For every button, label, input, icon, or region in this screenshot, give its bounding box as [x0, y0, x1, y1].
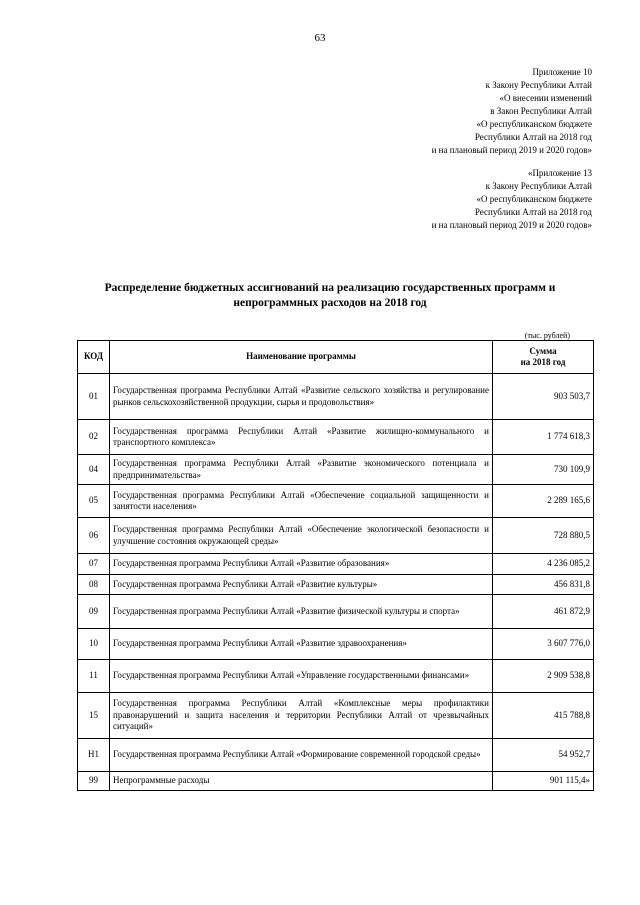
table-row: [78, 485, 594, 518]
row-program-name: Государственная программа Республики Алтай «Развитие культуры»: [110, 575, 493, 595]
header-amount-line-1: Сумма: [529, 345, 557, 356]
appendix-secondary-line: «Приложение 13: [527, 168, 592, 178]
row-amount: 1 774 618,3: [493, 420, 594, 455]
row-amount: 901 115,4»: [493, 772, 594, 791]
row-code: 08: [78, 575, 110, 595]
table-row: [78, 518, 594, 554]
row-program-name: Государственная программа Республики Алтай «Развитие сельского хозяйства и регулирование рынков сельскохозяйственной продукции, сырья и продовольствия»: [110, 374, 493, 420]
appendix-primary-line: Республики Алтай на 2018 год: [474, 132, 592, 142]
table-row: [78, 374, 594, 420]
table-row: [78, 660, 594, 693]
table-header-row: [78, 341, 594, 374]
appendix-primary-line: Приложение 10: [532, 67, 592, 77]
row-code: 04: [78, 455, 110, 485]
appendix-secondary-line: Республики Алтай на 2018 год: [474, 207, 592, 217]
appendix-secondary-line: и на плановый период 2019 и 2020 годов»: [431, 220, 592, 230]
appendix-secondary-line: «О республиканском бюджете: [476, 194, 592, 204]
row-amount: 461 872,9: [493, 595, 594, 629]
row-amount: 3 607 776,0: [493, 629, 594, 660]
header-amount: [493, 341, 594, 374]
row-amount: 2 909 538,8: [493, 660, 594, 693]
row-code: 01: [78, 374, 110, 420]
document-title-line-1: Распределение бюджетных ассигнований на реализацию государственных программ и: [104, 282, 556, 294]
row-program-name: Государственная программа Республики Алтай «Комплексные меры профилактики правонарушений и защита населения и территории Республики Алтай от чрезвычайных ситуаций»: [110, 693, 493, 739]
row-code: Н1: [78, 739, 110, 772]
row-code: 05: [78, 485, 110, 518]
table-row: [78, 575, 594, 595]
row-amount: 415 788,8: [493, 693, 594, 739]
table-body: [78, 374, 594, 791]
row-code: 02: [78, 420, 110, 455]
appendix-primary-line: «О внесении изменений: [499, 93, 592, 103]
table-row: [78, 595, 594, 629]
row-code: 06: [78, 518, 110, 554]
appendix-reference-secondary: [432, 167, 592, 232]
row-program-name: Непрограммные расходы: [110, 772, 493, 791]
appendix-primary-line: «О республиканском бюджете: [476, 119, 592, 129]
appendix-secondary-line: к Закону Республики Алтай: [485, 181, 592, 191]
table-row: [78, 629, 594, 660]
row-code: 10: [78, 629, 110, 660]
row-program-name: Государственная программа Республики Алтай «Развитие образования»: [110, 554, 493, 575]
row-code: 07: [78, 554, 110, 575]
document-title-line-2: непрограммных расходов на 2018 год: [233, 297, 427, 309]
table-row: [78, 420, 594, 455]
row-code: 11: [78, 660, 110, 693]
row-amount: 4 236 085,2: [493, 554, 594, 575]
row-amount: 728 880,5: [493, 518, 594, 554]
row-amount: 730 109,9: [493, 455, 594, 485]
budget-allocation-table: [77, 340, 594, 791]
appendix-primary-line: к Закону Республики Алтай: [485, 80, 592, 90]
table-row: [78, 693, 594, 739]
appendix-primary-line: в Закон Республики Алтай: [490, 106, 592, 116]
table-row: [78, 554, 594, 575]
row-amount: 903 503,7: [493, 374, 594, 420]
row-program-name: Государственная программа Республики Алтай «Формирование современной городской среды»: [110, 739, 493, 772]
page-number: 63: [314, 32, 326, 44]
row-program-name: Государственная программа Республики Алтай «Развитие здравоохранения»: [110, 629, 493, 660]
table-row: [78, 739, 594, 772]
row-code: 99: [78, 772, 110, 791]
row-program-name: Государственная программа Республики Алтай «Развитие экономического потенциала и предпринимательства»: [110, 455, 493, 485]
row-program-name: Государственная программа Республики Алтай «Управление государственными финансами»: [110, 660, 493, 693]
header-amount-line-2: на 2018 год: [520, 357, 566, 367]
row-program-name: Государственная программа Республики Алтай «Обеспечение социальной защищенности и занятости населения»: [110, 485, 493, 518]
appendix-reference-primary: [432, 66, 592, 157]
header-program-name: Наименование программы: [110, 341, 493, 374]
appendix-primary-line: и на плановый период 2019 и 2020 годов»: [431, 145, 592, 155]
row-amount: 54 952,7: [493, 739, 594, 772]
row-program-name: Государственная программа Республики Алтай «Развитие жилищно-коммунального и транспортного комплекса»: [110, 420, 493, 455]
row-amount: 456 831,8: [493, 575, 594, 595]
row-program-name: Государственная программа Республики Алтай «Обеспечение экологической безопасности и улучшение состояния окружающей среды»: [110, 518, 493, 554]
header-code: КОД: [78, 341, 110, 374]
row-amount: 2 289 165,6: [493, 485, 594, 518]
row-program-name: Государственная программа Республики Алтай «Развитие физической культуры и спорта»: [110, 595, 493, 629]
row-code: 15: [78, 693, 110, 739]
unit-label: (тыс. рублей): [524, 331, 570, 340]
table-row: [78, 455, 594, 485]
row-code: 09: [78, 595, 110, 629]
document-title: [80, 281, 580, 311]
table-row: [78, 772, 594, 791]
